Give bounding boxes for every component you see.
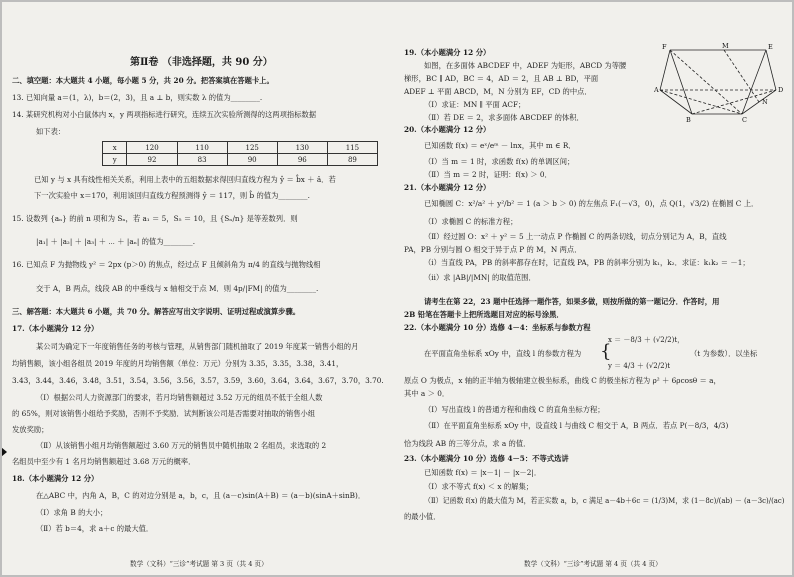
param-eq-line2: y ＝ 4/3 ＋ (√2/2)t [608,362,671,370]
question-18-line3: （Ⅱ）若 b＝4，求 a＋c 的最大值． [36,524,154,533]
question-14-line2: 如下表： [36,127,66,136]
question-21-line5: （ⅰ）当直线 PA，PB 的斜率都存在时，记直线 PA，PB 的斜率分别为 k₁，k₂．求证：k₁k₂ ＝ －1； [424,258,750,267]
question-19-line4: （Ⅰ）求证：MN ∥ 平面 ACF； [424,100,526,109]
question-20-head: 20.（本小题满分 12 分） [404,125,491,134]
question-23-line2: （Ⅰ）求不等式 f(x) ＜ x 的解集； [424,482,534,491]
param-eq-line1: x ＝ －8/3 ＋ (√2/2)t， [608,336,685,344]
exam-sheet [2,2,792,575]
question-15-line1: 15. 设数列 {aₙ} 的前 n 项和为 Sₙ，若 a₁ ＝ 5，S₅ ＝ 10，且 {Sₙ/n} 是等差数列．则 [12,214,298,223]
question-17-line1: 某公司为确定下一年度销售任务的考核与管理，从销售部门随机抽取了 2019 年度某一销售小组的月 [36,342,359,351]
question-17-line7: （Ⅱ）从该销售小组月均销售额超过 3.60 万元的销售员中随机抽取 2 名组员，求选取的 2 [36,441,327,450]
table-cell: 130 [277,142,327,154]
question-22-line4: （Ⅰ）写出直线 l 的普通方程和曲线 C 的直角坐标方程； [424,405,605,414]
question-21-line2: （Ⅰ）求椭圆 C 的标准方程； [424,217,518,226]
table-cell: 110 [177,142,227,154]
left-page [12,2,388,575]
data-table [102,141,378,166]
question-21-line3: （Ⅱ）经过圆 O：x² ＋ y² ＝ 5 上一动点 P 作椭圆 C 的两条切线，切点分别记为 A，B，直线 [424,232,727,241]
right-page [404,2,786,575]
question-22-line1: 在平面直角坐标系 xOy 中，直线 l 的参数方程为 [424,349,582,358]
table-cell: 89 [327,154,377,166]
question-19-line3: ADEF ⊥ 平面 ABCD，M，N 分别为 EF，CD 的中点． [404,87,592,96]
question-22-line3: 其中 a ＞ 0． [404,389,450,398]
table-row [103,142,378,154]
page-edge-marker [2,447,7,457]
table-cell: 115 [327,142,377,154]
table-row-label: x [103,142,127,154]
choice-note-line2: 2B 铅笔在答题卡上把所选题目对应的标号涂黑． [404,310,564,319]
question-23-line1: 已知函数 f(x) ＝ |x－1| － |x－2|． [424,468,542,477]
page-footer: 数学（文科）“三诊”考试题 第 4 页（共 4 页） [524,560,662,568]
question-17-head: 17.（本小题满分 12 分） [12,324,99,333]
question-20-line1: 已知函数 f(x) ＝ eˣ/eᵐ － lnx，其中 m ∈ R． [424,141,576,150]
question-18-head: 18.（本小题满分 12 分） [12,474,99,483]
question-20-line2: （Ⅰ）当 m ＝ 1 时，求函数 f(x) 的单调区间； [424,157,575,166]
question-22-line6: 恰为线段 AB 的三等分点，求 a 的值． [404,439,531,448]
question-16-line2: 交于 A，B 两点，线段 AB 的中垂线与 x 轴相交于点 M．则 4p/|FM| 的值为________. [36,284,319,293]
fill-in-heading: 二、填空题：本大题共 4 小题，每小题 5 分，共 20 分。把答案填在答题卡上。 [12,76,274,85]
question-22-line1b: （t 为参数）．以坐标 [690,349,758,358]
table-row-label: y [103,154,127,166]
figure-label: N [762,98,768,106]
question-17-line5: 的 65%，则对该销售小组给予奖励，否则不予奖励．试判断该公司是否需要对抽取的销售小组 [12,409,316,418]
question-17-line3: 3.43，3.44，3.46，3.48，3.51，3.54，3.56，3.56，3.57，3.59，3.60，3.64，3.64，3.67，3.70，3.70. [12,376,384,385]
figure-label: C [742,116,747,124]
table-cell: 90 [227,154,277,166]
question-22-head: 22.（本小题满分 10 分）选修 4－4：坐标系与参数方程 [404,323,591,332]
question-18-line2: （Ⅰ）求角 B 的大小； [36,508,108,517]
question-21-line6: （ⅱ）求 |AB|/|MN| 的取值范围． [424,273,536,282]
question-19-line1: 如图，在多面体 ABCDEF 中，ADEF 为矩形，ABCD 为等腰 [424,61,627,70]
question-23-line4: 的最小值． [404,512,441,521]
question-23-head: 23.（本小题满分 10 分）选修 4－5：不等式选讲 [404,454,569,463]
question-17-line6: 发放奖励； [12,425,49,434]
question-13: 13. 已知向量 a＝(1，λ)，b＝(2，3)，且 a ⊥ b，则实数 λ 的值为________. [12,93,263,102]
table-cell: 96 [277,154,327,166]
question-19-head: 19.（本小题满分 12 分） [404,48,491,57]
figure-label: F [662,43,667,51]
question-21-head: 21.（本小题满分 12 分） [404,183,491,192]
question-19-line5: （Ⅱ）若 DE ＝ 2，求多面体 ABCDEF 的体积． [424,113,584,122]
question-22-line5: （Ⅱ）在平面直角坐标系 xOy 中，设直线 l 与曲线 C 相交于 A，B 两点．若点 P(－8/3，4/3) [424,421,729,430]
question-15-line2: |a₁| ＋ |a₂| ＋ |a₃| ＋ ⋯ ＋ |aₙ| 的值为________. [36,237,196,246]
section-title: 第Ⅱ卷 （非选择题，共 90 分） [130,57,273,68]
question-14-line4: 下一次实验中 x＝170，利用该回归直线方程预测得 ŷ ＝ 117，则 b̂ 的值为________. [34,191,310,200]
figure-label: D [778,86,784,94]
question-17-line8: 名组员中至少有 1 名月均销售额超过 3.68 万元的概率． [12,457,196,466]
question-20-line3: （Ⅱ）当 m ＝ 2 时，证明：f(x) ＞ 0． [424,170,552,179]
figure-label: E [768,43,773,51]
figure-label: M [722,42,729,50]
question-21-line1: 已知椭圆 C：x²/a² ＋ y²/b² ＝ 1 (a ＞ b ＞ 0) 的左焦点 F₁(－√3，0)，点 Q(1，√3/2) 在椭圆 C 上． [424,199,759,208]
figure-label: A [654,86,659,94]
table-cell: 125 [227,142,277,154]
choice-note-line1: 请考生在第 22，23 题中任选择一题作答，如果多做，则按所做的第一题记分．作答时，用 [424,297,720,306]
question-17-line2: 均销售额，该小组各组员 2019 年度的月均销售额（单位：万元）分别为 3.35，3.35，3.38，3.41， [12,359,344,368]
question-18-line1: 在△ABC 中，内角 A，B，C 的对边分别是 a，b，c，且 (a－c)sin(A＋B) ＝ (a－b)(sinA＋sinB)． [36,491,366,500]
question-19-line2: 梯形，BC ∥ AD，BC ＝ 4，AD ＝ 2，且 AB ⊥ BD，平面 [404,74,599,83]
table-cell: 120 [127,142,177,154]
question-17-line4: （Ⅰ）根据公司人力资源部门的要求，若月均销售额超过 3.52 万元的组员不低于全组人数 [36,393,323,402]
table-cell: 92 [127,154,177,166]
table-cell: 83 [177,154,227,166]
brace-icon: { [600,341,612,362]
question-14-line3: 已知 y 与 x 具有线性相关关系，利用上表中的五组数据求得回归直线方程为 ŷ ＝ b̂x ＋ â．若 [34,175,336,184]
question-21-line4: PA，PB 分别与圆 O 相交于异于点 P 的 M，N 两点． [404,245,582,254]
question-22-line2: 原点 O 为极点，x 轴的正半轴为极轴建立极坐标系，曲线 C 的极坐标方程为 ρ² ＋ 6ρcosθ ＝ a， [404,376,721,385]
solve-heading: 三、解答题：本大题共 6 小题，共 70 分。解答应写出文字说明、证明过程或演算步骤。 [12,307,301,316]
figure-label: B [686,116,691,124]
question-14-line1: 14. 某研究机构对小白鼠体内 x，y 两项指标进行研究，连续五次实验所测得的这两项指标数据 [12,110,317,119]
question-16-line1: 16. 已知点 F 为抛物线 y² ＝ 2px (p＞0) 的焦点，经过点 F 且倾斜角为 π/4 的直线与抛物线相 [12,260,321,269]
question-23-line3: （Ⅱ）记函数 f(x) 的最大值为 M，若正实数 a，b，c 满足 a－4b＋6c ＝ (1/3)M，求 (1－8c)/(ab) － (a－3c)/(ac) [424,496,785,505]
polyhedron-figure [654,42,784,124]
page-footer: 数学（文科）“三诊”考试题 第 3 页（共 4 页） [130,560,268,568]
table-row [103,154,378,166]
